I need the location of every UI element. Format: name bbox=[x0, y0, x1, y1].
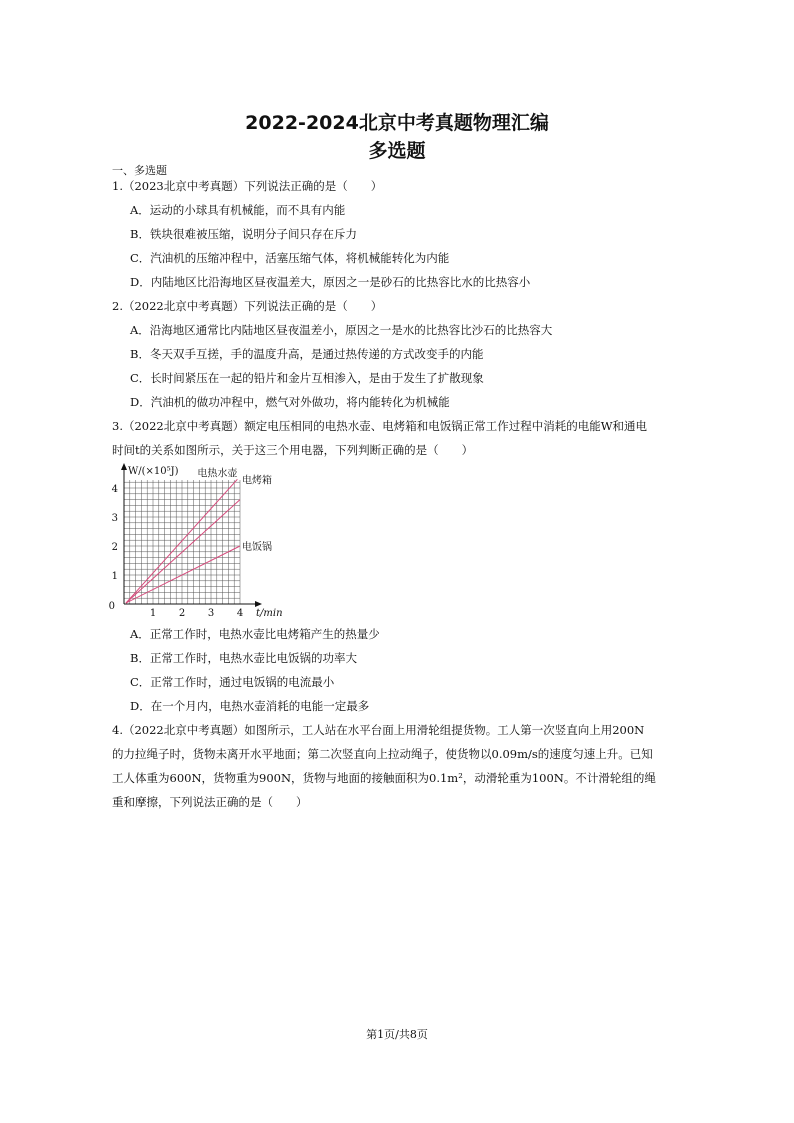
question-1-option-d: D．内陆地区比沿海地区昼夜温差大，原因之一是砂石的比热容比水的比热容小 bbox=[130, 275, 531, 289]
question-2-option-b: B．冬天双手互搓，手的温度升高，是通过热传递的方式改变手的内能 bbox=[130, 347, 484, 361]
question-4-stem-line-4: 重和摩擦，下列说法正确的是（ ） bbox=[112, 795, 308, 809]
question-1-option-a: A．运动的小球具有机械能，而不具有内能 bbox=[130, 203, 346, 217]
y-tick-label: 1 bbox=[111, 571, 118, 582]
series-line-2 bbox=[126, 500, 240, 603]
x-tick-label: 2 bbox=[178, 608, 186, 619]
question-2-stem: 2.（2022北京中考真题）下列说法正确的是（ ） bbox=[112, 299, 383, 313]
question-1-option-b: B．铁块很难被压缩，说明分子间只存在斥力 bbox=[130, 227, 357, 241]
x-axis-label: t/min bbox=[256, 608, 283, 619]
x-axis-arrow bbox=[255, 601, 262, 607]
x-tick-label: 3 bbox=[207, 608, 215, 619]
question-4-stem-line-2: 的力拉绳子时，货物未离开水平地面；第二次竖直向上拉动绳子，使货物以0.09m/s的速度匀速上升。已知 bbox=[112, 747, 653, 761]
question-3-option-b: B．正常工作时，电热水壶比电饭锅的功率大 bbox=[130, 651, 357, 665]
question-3-option-c: C．正常工作时，通过电饭锅的电流最小 bbox=[130, 675, 335, 689]
series-line-3 bbox=[126, 546, 240, 603]
question-2-option-c: C．长时间紧压在一起的铅片和金片互相渗入，是由于发生了扩散现象 bbox=[130, 371, 484, 385]
series-label-1: 电热水壶 bbox=[197, 468, 238, 480]
series-line-1 bbox=[126, 479, 237, 603]
section-title: 一、多选题 bbox=[112, 164, 167, 177]
x-tick-label: 4 bbox=[236, 608, 244, 619]
series-label-2: 电烤箱 bbox=[242, 475, 272, 487]
question-1-stem: 1.（2023北京中考真题）下列说法正确的是（ ） bbox=[112, 179, 383, 193]
y-axis-arrow bbox=[121, 463, 127, 470]
page-subtitle: 多选题 bbox=[368, 140, 426, 162]
question-4-stem-line-1: 4.（2022北京中考真题）如图所示，工人站在水平台面上用滑轮组提货物。工人第一次竖直向上用200N bbox=[112, 723, 645, 737]
y-tick-label: 3 bbox=[111, 513, 118, 524]
question-3-option-a: A．正常工作时，电热水壶比电烤箱产生的热量少 bbox=[130, 627, 380, 641]
chart-labels bbox=[109, 466, 283, 619]
chart-series bbox=[126, 479, 240, 603]
question-3-option-d: D．在一个月内，电热水壶消耗的电能一定最多 bbox=[130, 699, 370, 713]
origin-label: 0 bbox=[108, 601, 115, 612]
y-axis-label: W/(×10⁵J) bbox=[128, 466, 179, 477]
question-4-stem-line-3: 工人体重为600N，货物重为900N，货物与地面的接触面积为0.1m²，动滑轮重为100N。不计滑轮组的绳 bbox=[112, 771, 656, 785]
page-footer: 第1页/共8页 bbox=[366, 1028, 428, 1041]
question-2-option-a: A．沿海地区通常比内陆地区昼夜温差小，原因之一是水的比热容比沙石的比热容大 bbox=[130, 323, 553, 337]
question-2-option-d: D．汽油机的做功冲程中，燃气对外做功，将内能转化为机械能 bbox=[130, 395, 450, 409]
series-label-3: 电饭锅 bbox=[242, 542, 272, 553]
page-title: 2022-2024北京中考真题物理汇编 bbox=[245, 112, 549, 134]
y-tick-label: 2 bbox=[111, 542, 118, 553]
question-3-stem-line-1: 3.（2022北京中考真题）额定电压相同的电热水壶、电烤箱和电饭锅正常工作过程中消耗的电能W和通电 bbox=[112, 419, 648, 433]
x-tick-label: 1 bbox=[149, 608, 157, 619]
y-tick-label: 4 bbox=[111, 484, 118, 495]
energy-time-chart bbox=[108, 462, 288, 620]
question-1-option-c: C．汽油机的压缩冲程中，活塞压缩气体，将机械能转化为内能 bbox=[130, 251, 450, 265]
question-3-stem-line-2: 时间t的关系如图所示，关于这三个用电器，下列判断正确的是（ ） bbox=[112, 443, 474, 457]
